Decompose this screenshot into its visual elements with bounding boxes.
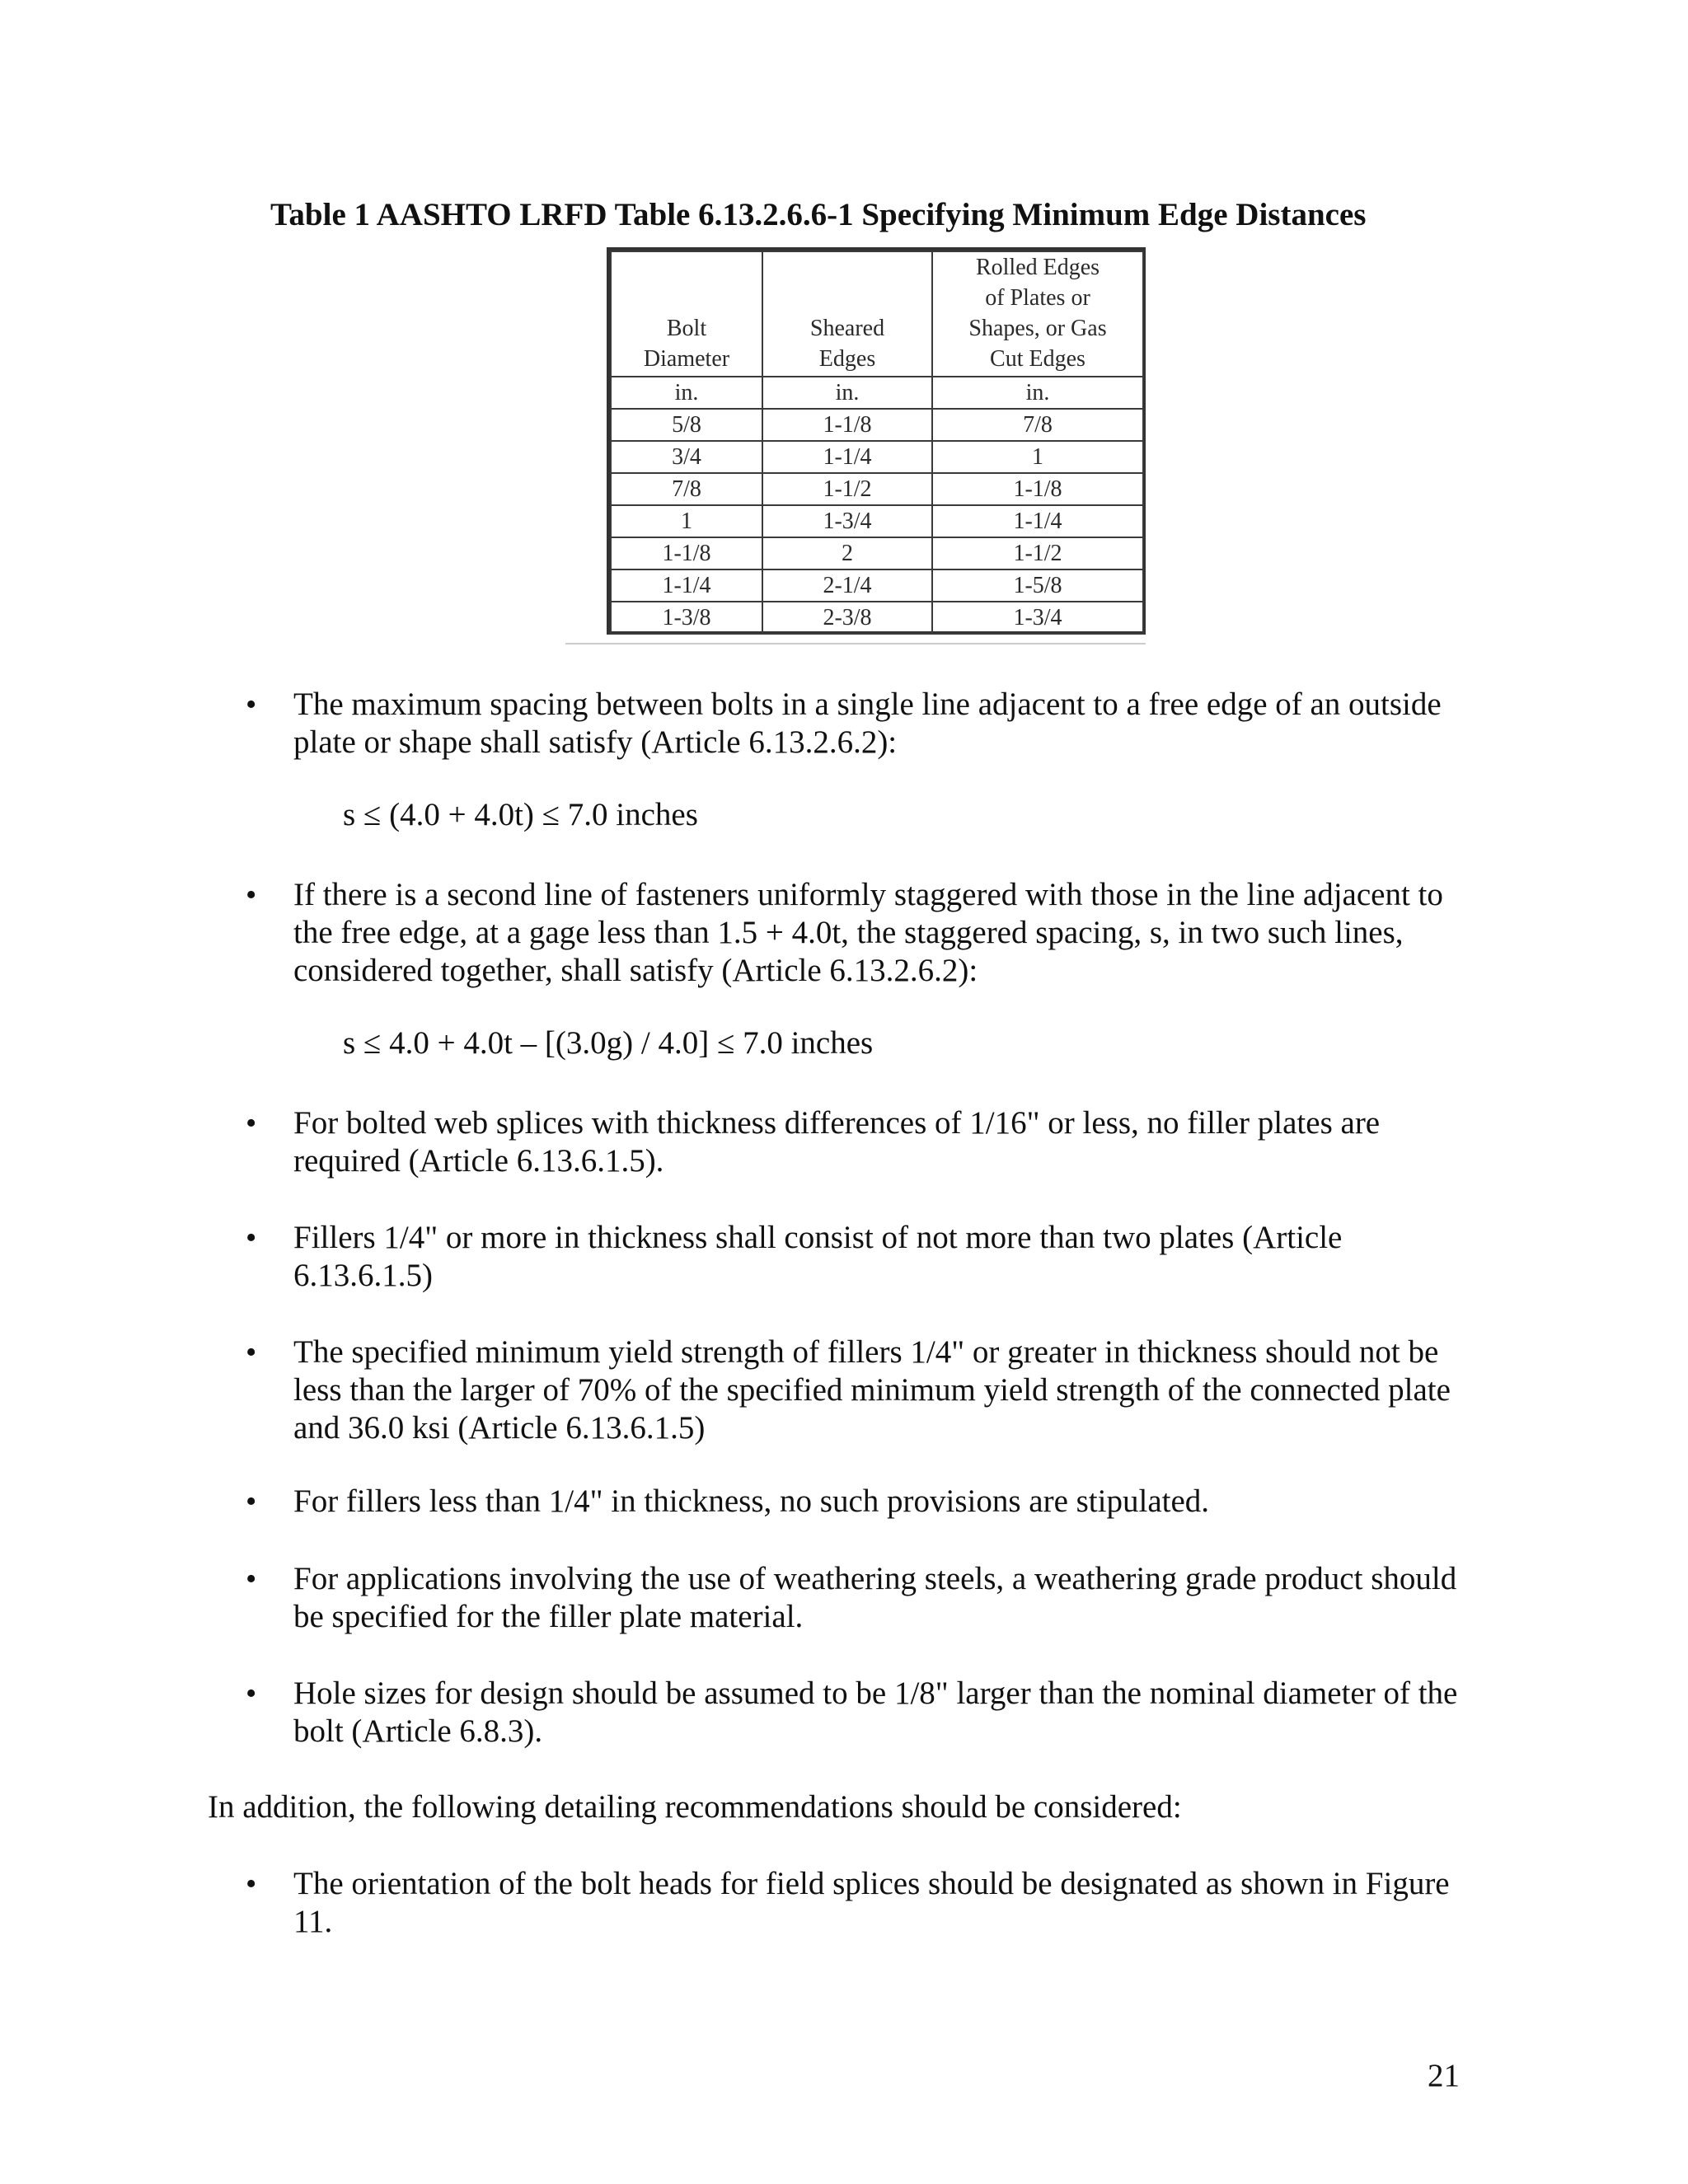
header-line: Sheared <box>809 316 885 341</box>
header-line: of Plates or <box>985 285 1090 311</box>
header-line: Edges <box>818 346 876 372</box>
page-number: 21 <box>1428 2058 1460 2093</box>
table-cell: 2-3/8 <box>762 602 932 634</box>
bullet-dot: • <box>246 687 257 722</box>
bullet-text: The maximum spacing between bolts in a single line adjacent to a free edge of an outside plate or shape shall satisfy (Article 6.13.2.6.2): <box>293 687 1442 760</box>
formula-staggered-spacing: s ≤ 4.0 + 4.0t – [(3.0g) / 4.0] ≤ 7.0 inches <box>343 1025 874 1061</box>
unit-cell: in. <box>762 377 932 409</box>
bullet-dot: • <box>246 878 257 912</box>
unit-cell: in. <box>932 377 1143 409</box>
bullet-text: Fillers 1/4" or more in thickness shall consist of not more than two plates (Article 6.13.6.1.5) <box>293 1220 1343 1293</box>
table-cell: 1 <box>611 505 762 537</box>
table-cell: 7/8 <box>932 409 1143 441</box>
table-caption: Table 1 AASHTO LRFD Table 6.13.2.6.6-1 Specifying Minimum Edge Distances <box>270 197 1367 232</box>
bullet-dot: • <box>246 1221 257 1255</box>
table-row <box>611 505 1143 537</box>
table-cell: 2-1/4 <box>762 569 932 602</box>
header-line: Rolled Edges <box>975 255 1100 280</box>
bullet-text: For fillers less than 1/4" in thickness, no such provisions are stipulated. <box>293 1483 1210 1519</box>
table-row <box>611 441 1143 473</box>
table-cell: 5/8 <box>611 409 762 441</box>
table-row <box>611 473 1143 505</box>
table-cell: 1 <box>932 441 1143 473</box>
table-cell: 1-1/8 <box>932 473 1143 505</box>
table-cell: 1-3/4 <box>762 505 932 537</box>
header-line: Diameter <box>643 346 730 372</box>
bullet-dot: • <box>246 1106 257 1141</box>
table-row <box>611 569 1143 602</box>
bullet-dot: • <box>246 1335 257 1370</box>
table-cell: 2 <box>762 537 932 569</box>
table-cell: 1-1/2 <box>762 473 932 505</box>
header-line: Shapes, or Gas <box>968 316 1107 341</box>
table-cell: 1-1/4 <box>611 569 762 602</box>
table-units-row <box>611 377 1143 409</box>
bullet-dot: • <box>246 1867 257 1901</box>
table-cell: 1-1/4 <box>762 441 932 473</box>
table-cell: 7/8 <box>611 473 762 505</box>
bullet-text: For applications involving the use of weathering steels, a weathering grade product should be specified for the filler plate material. <box>293 1561 1457 1634</box>
column-header-sheared-edges <box>762 251 932 377</box>
table-cell: 3/4 <box>611 441 762 473</box>
detailing-recommendations-intro: In addition, the following detailing recommendations should be considered: <box>208 1789 1182 1825</box>
edge-distance-table <box>607 247 1146 635</box>
bullet-dot: • <box>246 1484 257 1519</box>
table-scan-edge-line <box>565 643 1146 644</box>
header-line: Bolt <box>666 316 707 341</box>
column-header-bolt-diameter <box>611 251 762 377</box>
bullet-text: If there is a second line of fasteners uniformly staggered with those in the line adjacent to the free edge, at a gage less than 1.5 + 4.0t, the staggered spacing, s, in two such lines, considered together, shall satisfy (Article 6.13.2.6.2): <box>293 877 1443 988</box>
bullet-dot: • <box>246 1562 257 1596</box>
column-header-rolled-edges <box>932 251 1143 377</box>
header-line: Cut Edges <box>990 346 1085 372</box>
table-cell: 1-1/4 <box>932 505 1143 537</box>
table-cell: 1-1/2 <box>932 537 1143 569</box>
table-cell: 1-1/8 <box>762 409 932 441</box>
table-row <box>611 602 1143 634</box>
table-row <box>611 537 1143 569</box>
table-cell: 1-5/8 <box>932 569 1143 602</box>
bullet-text: The orientation of the bolt heads for field splices should be designated as shown in Figure 11. <box>293 1866 1450 1939</box>
bullet-dot: • <box>246 1676 257 1711</box>
table-header-row <box>611 251 1143 377</box>
bullet-text: For bolted web splices with thickness differences of 1/16" or less, no filler plates are required (Article 6.13.6.1.5). <box>293 1105 1381 1179</box>
table-cell: 1-3/8 <box>611 602 762 634</box>
bullet-text: Hole sizes for design should be assumed to be 1/8" larger than the nominal diameter of the bolt (Article 6.8.3). <box>293 1675 1458 1749</box>
table-cell: 1-1/8 <box>611 537 762 569</box>
bullet-text: The specified minimum yield strength of fillers 1/4" or greater in thickness should not be less than the larger of 70% of the specified minimum yield strength of the connected plate and 36.0 ksi (Article 6.13.6.1.5) <box>293 1334 1451 1446</box>
table-row <box>611 409 1143 441</box>
formula-max-spacing: s ≤ (4.0 + 4.0t) ≤ 7.0 inches <box>343 797 698 832</box>
unit-cell: in. <box>611 377 762 409</box>
table-cell: 1-3/4 <box>932 602 1143 634</box>
